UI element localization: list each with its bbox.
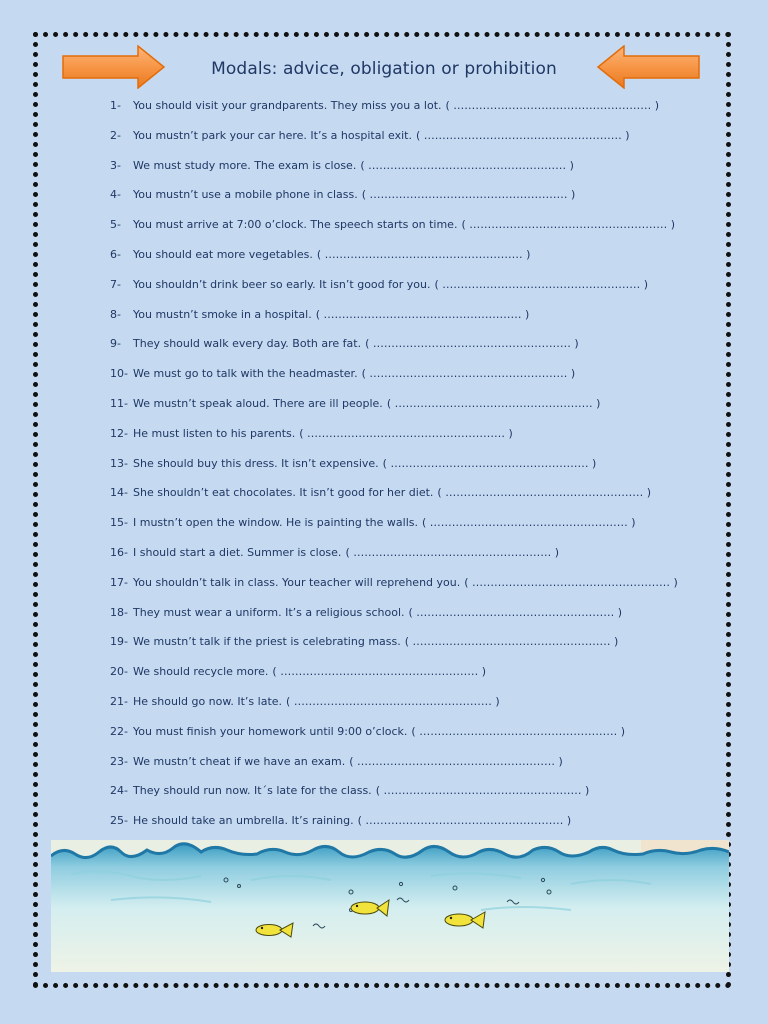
- answer-blank[interactable]: ( ……………………………………………… ): [286, 694, 500, 708]
- exercise-sentence: [133, 811, 571, 831]
- sentence-text: You must arrive at 7:00 o’clock. The speech starts on time.: [133, 218, 458, 232]
- answer-blank[interactable]: ( ……………………………………………… ): [272, 665, 486, 679]
- answer-blank[interactable]: ( ……………………………………………… ): [360, 158, 574, 172]
- exercise-sentence: [133, 722, 625, 742]
- exercise-number: 19-: [110, 635, 128, 649]
- exercise-number: 4-: [110, 188, 121, 202]
- answer-blank[interactable]: ( ……………………………………………… ): [357, 814, 572, 828]
- sentence-text: He should go now. It’s late.: [133, 694, 283, 708]
- sentence-text: You shouldn’t drink beer so early. It isn’t good for you.: [133, 277, 431, 291]
- exercise-number: 21-: [110, 694, 128, 708]
- sentence-text: You mustn’t smoke in a hospital.: [133, 307, 312, 321]
- exercise-sentence: [133, 543, 559, 563]
- sentence-text: We should recycle more.: [133, 665, 269, 679]
- answer-blank[interactable]: ( ……………………………………………… ): [365, 337, 579, 351]
- exercise-sentence: [133, 692, 500, 712]
- arrow-left-icon: [596, 45, 700, 89]
- sentence-text: We mustn’t speak aloud. There are ill people.: [133, 396, 383, 410]
- answer-blank[interactable]: ( ……………………………………………… ): [299, 426, 513, 440]
- exercise-sentence: [133, 573, 678, 593]
- sentence-text: I mustn’t open the window. He is painting the walls.: [133, 516, 418, 530]
- answer-blank[interactable]: ( ……………………………………………… ): [349, 754, 563, 768]
- exercise-number: 18-: [110, 605, 128, 619]
- answer-blank[interactable]: ( ……………………………………………… ): [361, 367, 576, 381]
- exercise-number: 11-: [110, 396, 128, 410]
- exercise-sentence: [133, 662, 486, 682]
- answer-blank[interactable]: ( ……………………………………………… ): [408, 605, 623, 619]
- exercise-number: 2-: [110, 128, 121, 142]
- exercise-sentence: [133, 424, 513, 444]
- exercise-sentence: [133, 781, 589, 801]
- sentence-text: She should buy this dress. It isn’t expensive.: [133, 456, 379, 470]
- exercise-sentence: [133, 603, 622, 623]
- sentence-text: You must finish your homework until 9:00 o’clock.: [133, 724, 408, 738]
- exercise-number: 8-: [110, 307, 121, 321]
- exercise-number: 25-: [110, 814, 128, 828]
- exercise-sentence: [133, 632, 618, 652]
- answer-blank[interactable]: ( ……………………………………………… ): [345, 545, 560, 559]
- answer-blank[interactable]: ( ……………………………………………… ): [461, 218, 676, 232]
- sentence-text: They must wear a uniform. It’s a religious school.: [133, 605, 405, 619]
- sentence-text: They should run now. It´s late for the class.: [133, 784, 372, 798]
- exercise-number: 24-: [110, 784, 128, 798]
- exercise-sentence: [133, 156, 574, 176]
- sentence-text: I should start a diet. Summer is close.: [133, 545, 342, 559]
- exercise-number: 1-: [110, 99, 121, 112]
- exercise-sentence: [133, 394, 600, 414]
- exercise-sentence: [133, 513, 636, 533]
- exercise-number: 10-: [110, 367, 128, 381]
- answer-blank[interactable]: ( ……………………………………………… ): [382, 456, 597, 470]
- sentence-text: We must study more. The exam is close.: [133, 158, 357, 172]
- exercise-sentence: [133, 305, 529, 325]
- answer-blank[interactable]: ( ……………………………………………… ): [437, 486, 651, 500]
- exercise-sentence: [133, 185, 575, 205]
- exercise-number: 20-: [110, 665, 128, 679]
- sentence-text: You mustn’t park your car here. It’s a hospital exit.: [133, 128, 412, 142]
- exercise-number: 16-: [110, 545, 128, 559]
- exercise-sentence: [133, 364, 575, 384]
- exercise-number: 22-: [110, 724, 128, 738]
- answer-blank[interactable]: ( ……………………………………………… ): [386, 396, 601, 410]
- sentence-text: You shouldn’t talk in class. Your teacher will reprehend you.: [133, 575, 461, 589]
- exercise-number: 14-: [110, 486, 128, 500]
- exercise-sentence: [133, 334, 579, 354]
- answer-blank[interactable]: ( ……………………………………………… ): [434, 277, 649, 291]
- answer-blank[interactable]: ( ……………………………………………… ): [315, 307, 530, 321]
- exercise-number: 9-: [110, 337, 121, 351]
- sentence-text: You should eat more vegetables.: [133, 247, 313, 261]
- sentence-text: He should take an umbrella. It’s raining.: [133, 814, 354, 828]
- answer-blank[interactable]: ( ……………………………………………… ): [464, 575, 678, 589]
- answer-blank[interactable]: ( ……………………………………………… ): [415, 128, 630, 142]
- exercise-number: 23-: [110, 754, 128, 768]
- sentence-text: We must go to talk with the headmaster.: [133, 367, 358, 381]
- answer-blank[interactable]: ( ……………………………………………… ): [411, 724, 625, 738]
- answer-blank[interactable]: ( ……………………………………………… ): [421, 516, 636, 530]
- exercise-sentence: [133, 483, 651, 503]
- answer-blank[interactable]: ( ……………………………………………… ): [404, 635, 619, 649]
- worksheet-title: Modals: advice, obligation or prohibition: [211, 59, 557, 79]
- exercise-number: 3-: [110, 158, 121, 172]
- sentence-text: You mustn’t use a mobile phone in class.: [133, 188, 358, 202]
- sea-with-fish-picture: [51, 840, 729, 972]
- sentence-text: They should walk every day. Both are fat.: [133, 337, 362, 351]
- sentence-text: We mustn’t talk if the priest is celebrating mass.: [133, 635, 401, 649]
- exercise-number: 15-: [110, 516, 128, 530]
- exercise-number: 7-: [110, 277, 121, 291]
- exercise-number: 12-: [110, 426, 128, 440]
- exercise-sentence: [133, 454, 596, 474]
- sentence-text: He must listen to his parents.: [133, 426, 296, 440]
- answer-blank[interactable]: ( ……………………………………………… ): [316, 247, 531, 261]
- sea-illustration: [51, 840, 729, 972]
- exercise-number: 5-: [110, 218, 121, 232]
- answer-blank[interactable]: ( ……………………………………………… ): [445, 99, 660, 112]
- sentence-text: We mustn’t cheat if we have an exam.: [133, 754, 346, 768]
- exercise-number: 17-: [110, 575, 128, 589]
- exercise-sentence: [133, 96, 659, 116]
- exercise-sentence: [133, 126, 630, 146]
- exercise-number: 6-: [110, 247, 121, 261]
- sentence-text: You should visit your grandparents. They miss you a lot.: [133, 99, 442, 112]
- answer-blank[interactable]: ( ……………………………………………… ): [375, 784, 590, 798]
- answer-blank[interactable]: ( ……………………………………………… ): [361, 188, 576, 202]
- exercise-number: 13-: [110, 456, 128, 470]
- exercise-sentence: [133, 752, 563, 772]
- exercise-sentence: [133, 215, 675, 235]
- exercise-sentence: [133, 245, 530, 265]
- exercise-sentence: [133, 275, 648, 295]
- sentence-text: She shouldn’t eat chocolates. It isn’t good for her diet.: [133, 486, 434, 500]
